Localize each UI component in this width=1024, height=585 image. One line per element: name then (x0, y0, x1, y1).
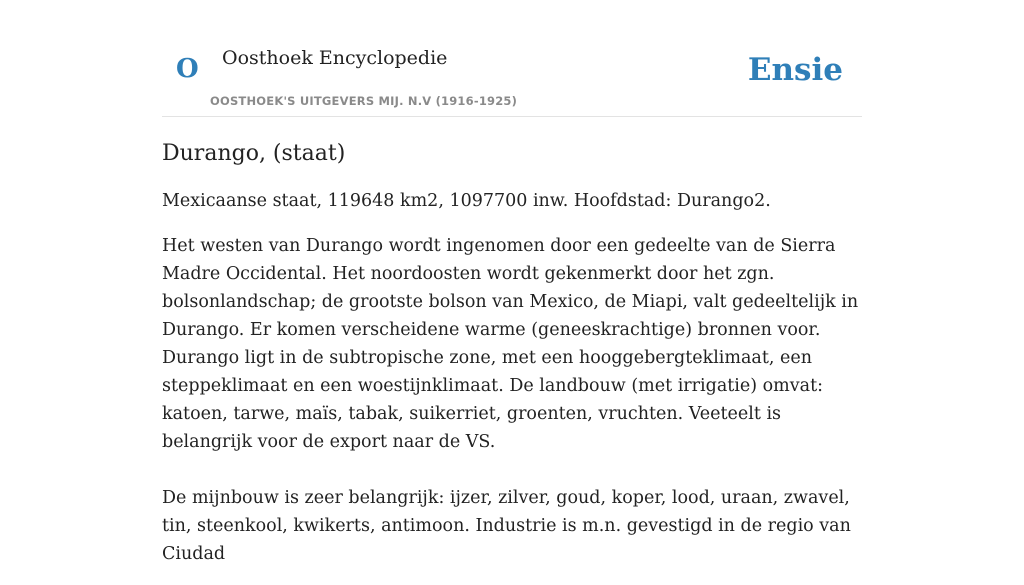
article-paragraph: De mijnbouw is zeer belangrijk: ijzer, zilver, goud, koper, lood, uraan, zwavel, tin, steenkool, kwikerts, antimoon. Industrie is m.n. gevestigd in de regio van Ciudad (162, 488, 851, 564)
publisher-subtitle: OOSTHOEK'S UITGEVERS MIJ. N.V (1916-1925) (210, 94, 518, 108)
site-title-link[interactable]: Oosthoek Encyclopedie (222, 47, 448, 69)
article-title: Durango, (staat) (162, 141, 346, 166)
site-header (162, 0, 862, 117)
page-container (162, 0, 862, 564)
article-paragraph: Het westen van Durango wordt ingenomen door een gedeelte van de Sierra Madre Occidental. Het noordoosten wordt gekenmerkt door het zgn. bolsonlandschap; de grootste bolson van Mexico, de Miapi, valt gedeeltelijk in Durango. Er komen verscheidene warme (geneeskrachtige) bronnen voor. Durango ligt in de subtropische zone, met een hooggebergteklimaat, een steppeklimaat en een woestijnklimaat. De landbouw (met irrigatie) omvat: katoen, tarwe, maïs, tabak, suikerriet, groenten, vruchten. Veeteelt is belangrijk voor de export naar de VS. (162, 236, 859, 452)
article-body (162, 138, 862, 585)
ensie-brand-link[interactable]: Ensie (747, 52, 843, 88)
site-logo-icon[interactable]: O (176, 54, 199, 84)
article-paragraph: Mexicaanse staat, 119648 km2, 1097700 inw. Hoofdstad: Durango2. (162, 191, 771, 211)
